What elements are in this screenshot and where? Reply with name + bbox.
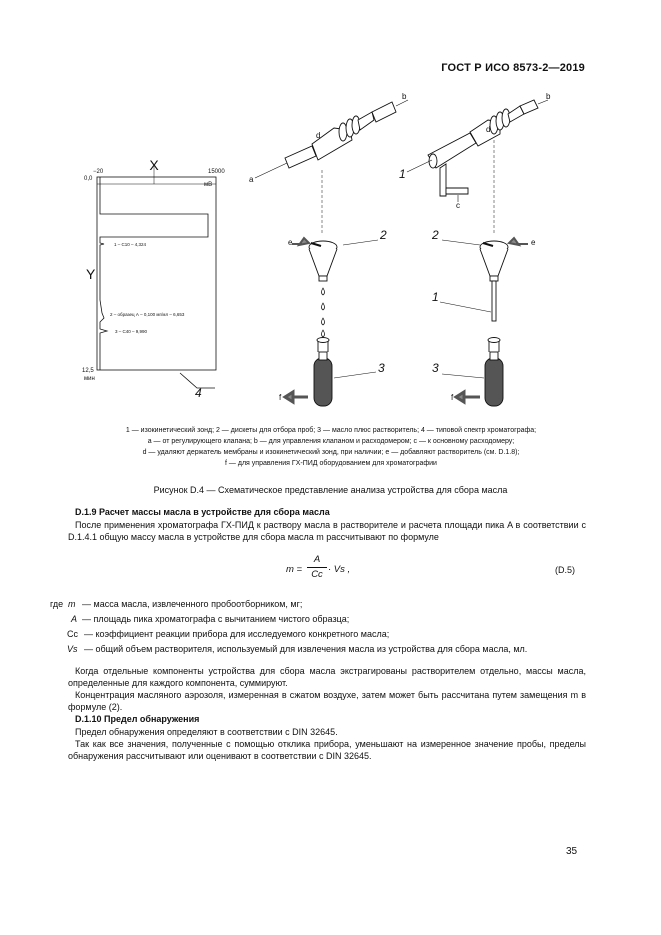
legend-line: 1 — изокинетический зонд; 2 — дискеты для отбора проб; 3 — масло плюс растворитель; 4 — типовой спектр хроматографа; — [125, 427, 537, 434]
legend-line: d — удаляют держатель мембраны и изокинетический зонд, при наличии; e — добавляют растворитель (см. D.1.8); — [142, 449, 520, 456]
y-top-tick: 0,0 — [84, 176, 93, 182]
x-axis-symbol: X — [149, 157, 159, 173]
label-f: f — [279, 393, 282, 402]
formula-lhs: m = — [286, 564, 303, 575]
arrow-e-left — [292, 238, 309, 245]
x-tick-min: −20 — [93, 169, 104, 175]
label-d: d — [316, 131, 321, 140]
where-description: — общий объем растворителя, используемый для извлечения масла из устройства для сбора масла, мл. — [84, 644, 528, 654]
y-bottom-tick: 12,5 — [82, 368, 94, 374]
vial-left — [314, 338, 332, 407]
peak-3-label: 3 – C40 – 9,990 — [115, 329, 148, 334]
formula-denominator: Cc — [311, 569, 323, 580]
where-description: — масса масла, извлеченного пробоотборником, мг; — [82, 599, 303, 609]
funnel-right — [480, 241, 508, 321]
paragraph: Так как все значения, полученные с помощью отклика прибора, уменьшают на измеренное значение пробы, пределы обнаружения рассчитывают или оценивают в соответствии с DIN 32645. — [68, 739, 586, 761]
funnel-left — [309, 241, 337, 281]
label-c: c — [456, 201, 460, 210]
paragraph: Предел обнаружения определяют в соответствии с DIN 32645. — [75, 727, 338, 737]
callout-4: 4 — [195, 386, 202, 400]
chromatogram — [97, 166, 216, 388]
where-description: — коэффициент реакции прибора для исследуемого конкретного масла; — [84, 629, 390, 639]
paragraph: Когда отдельные компоненты устройства для сбора масла экстрагированы растворителем отдельно, массы масла, определенные для каждого компонента, суммируют. — [68, 666, 586, 688]
label-e: e — [288, 238, 293, 247]
where-label: где — [50, 599, 64, 609]
formula-numerator: A — [313, 554, 321, 565]
paragraph: Концентрация масляного аэрозоля, измеренная в сжатом воздухе, затем может быть рассчитана путем замещения m в формуле (2). — [68, 690, 586, 712]
arrow-f-right — [456, 392, 480, 402]
formula-number: (D.5) — [555, 565, 575, 575]
where-symbol: m — [68, 599, 76, 609]
label-a: a — [249, 175, 254, 184]
legend-line: f — для управления ГХ-ПИД оборудованием для хроматографии — [225, 460, 437, 467]
page-number: 35 — [566, 846, 578, 857]
label-f-right: f — [451, 393, 454, 402]
probe-assembly-left — [285, 102, 396, 168]
formula-rhs: · Vs , — [328, 564, 351, 575]
figure-caption: Рисунок D.4 — Схематическое представление анализа устройства для сбора масла — [153, 485, 508, 495]
arrow-f-left — [285, 392, 308, 402]
peak-2-label: 2 – образец А – 0,100 мг/мл – 6,653 — [110, 312, 185, 317]
paragraph: После применения хроматографа ГХ-ПИД к раствору масла в растворителе и расчета площади пика A в соответствии с D.1.4.1 общую массу масла в устройстве для сбора масла m рассчитывают по формуле — [68, 520, 586, 542]
section-heading-d110: D.1.10 Предел обнаружения — [75, 714, 200, 724]
where-list — [50, 598, 590, 658]
where-symbol: Vs — [67, 644, 78, 654]
where-symbol: A — [71, 614, 78, 624]
y-unit: мин — [84, 376, 95, 382]
label-1-right: 1 — [432, 290, 439, 304]
drops-left — [322, 288, 325, 337]
where-symbol: Cc — [67, 629, 78, 639]
x-unit: мВ — [204, 182, 213, 188]
figure-d4 — [0, 0, 661, 420]
where-description: — площадь пика хроматографа с вычитанием чистого образца; — [82, 614, 350, 624]
chromatogram-trace — [100, 177, 208, 370]
y-axis-symbol: Y — [86, 266, 96, 282]
label-2-right: 2 — [432, 228, 439, 242]
probe-in-funnel — [492, 281, 496, 321]
label-e-right: e — [531, 238, 536, 247]
label-1-top: 1 — [399, 167, 406, 181]
probe-assembly-right — [428, 100, 538, 196]
label-3-left: 3 — [378, 361, 385, 375]
peak-1-label: 1 – C10 – 4,324 — [114, 242, 147, 247]
chart-frame — [97, 177, 216, 370]
label-b: b — [402, 92, 407, 101]
label-3-right: 3 — [432, 361, 439, 375]
section-heading-d19: D.1.9 Расчет массы масла в устройстве для сбора масла — [75, 507, 330, 517]
x-tick-max: 15000 — [208, 169, 225, 175]
legend-line: a — от регулирующего клапана; b — для управления клапаном и расходомером; c — к основному расходомеру; — [147, 438, 515, 445]
vial-right — [485, 338, 503, 407]
label-d-right: d — [486, 125, 491, 134]
document-header: ГОСТ Р ИСО 8573-2—2019 — [441, 62, 585, 74]
probe-tube — [285, 146, 316, 168]
label-2-left: 2 — [380, 228, 387, 242]
label-b-right: b — [546, 92, 551, 101]
arrow-e-right — [509, 238, 528, 245]
figure-legend — [46, 425, 616, 469]
